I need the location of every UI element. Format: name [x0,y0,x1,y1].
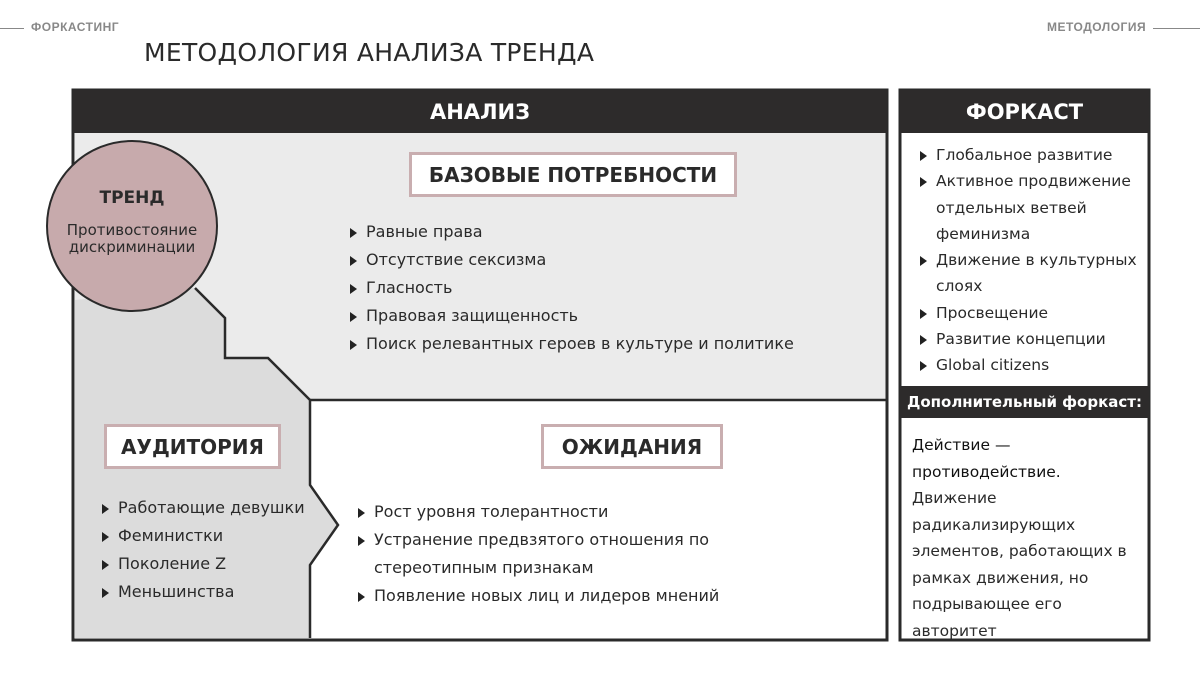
bullet-icon [102,504,109,514]
expectation-text: Появление новых лиц и лидеров мнений [374,586,720,605]
list-item [920,352,1140,378]
basic-need-text: Правовая защищенность [366,306,579,325]
audience-text: Поколение Z [118,554,227,573]
additional-forecast-text: Движение радикализирующих элементов, работающих в рамках движения, но подрывающее его авторитет [912,489,1127,640]
audience-title: АУДИТОРИЯ [104,424,281,469]
list-item [350,246,870,274]
bullet-icon [358,592,365,602]
expectations-list [358,498,828,610]
list-item [102,522,307,550]
audience-text: Работающие девушки [118,498,305,517]
bullet-icon [102,560,109,570]
basic-need-text: Равные права [366,222,483,241]
section-label: ФОРКАСТИНГ [31,20,120,34]
list-item [920,326,1140,352]
bullet-icon [350,284,357,294]
forecast-text: Global citizens [936,356,1050,375]
bullet-icon [350,228,357,238]
category-label: МЕТОДОЛОГИЯ [1047,20,1147,34]
expectations-title: ОЖИДАНИЯ [541,424,723,469]
audience-text: Меньшинства [118,582,235,601]
bullet-icon [350,256,357,266]
list-item [350,218,870,246]
list-item [920,300,1140,326]
bullet-icon [920,361,927,371]
list-item [350,330,870,358]
list-item [358,582,828,610]
bullet-icon [920,151,927,161]
additional-forecast-body [912,432,1144,644]
forecast-text: Просвещение [936,303,1049,322]
trend-title: ТРЕНД [99,188,165,208]
basic-need-text: Отсутствие сексизма [366,250,547,269]
forecast-list [920,142,1140,379]
forecast-text: Развитие концепции [936,330,1106,349]
forecast-text: Движение в культурных слоях [936,251,1137,296]
bullet-icon [350,340,357,350]
bullet-icon [920,177,927,187]
list-item [102,550,307,578]
basic-needs-list [350,218,870,358]
list-item [358,526,828,582]
list-item [350,302,870,330]
list-item [102,578,307,606]
list-item [920,142,1140,168]
basic-needs-title: БАЗОВЫЕ ПОТРЕБНОСТИ [409,152,737,197]
bullet-icon [102,532,109,542]
list-item [920,247,1140,300]
forecast-header: ФОРКАСТ [900,90,1149,133]
bullet-icon [920,256,927,266]
additional-forecast-lead: Действие — противодействие. [912,436,1061,481]
list-item [920,168,1140,247]
forecast-text: Активное продвижение отдельных ветвей феминизма [936,172,1131,243]
audience-list [102,494,307,606]
additional-forecast-header: Дополнительный форкаст: [900,386,1149,418]
page-title: МЕТОДОЛОГИЯ АНАЛИЗА ТРЕНДА [144,38,595,67]
list-item [358,498,828,526]
bullet-icon [920,309,927,319]
trend-circle [46,140,218,312]
bullet-icon [358,508,365,518]
bullet-icon [350,312,357,322]
forecast-text: Глобальное развитие [936,146,1113,164]
expectation-text: Устранение предвзятого отношения по стереотипным признакам [374,530,710,577]
bullet-icon [358,536,365,546]
audience-text: Феминистки [118,526,224,545]
list-item [350,274,870,302]
list-item [102,494,307,522]
basic-need-text: Поиск релевантных героев в культуре и политике [366,334,794,353]
bullet-icon [920,335,927,345]
analysis-header: АНАЛИЗ [73,90,887,133]
trend-text: Противостояние дискриминации [66,221,198,256]
bullet-icon [102,588,109,598]
basic-need-text: Гласность [366,278,453,297]
expectation-text: Рост уровня толерантности [374,502,609,521]
